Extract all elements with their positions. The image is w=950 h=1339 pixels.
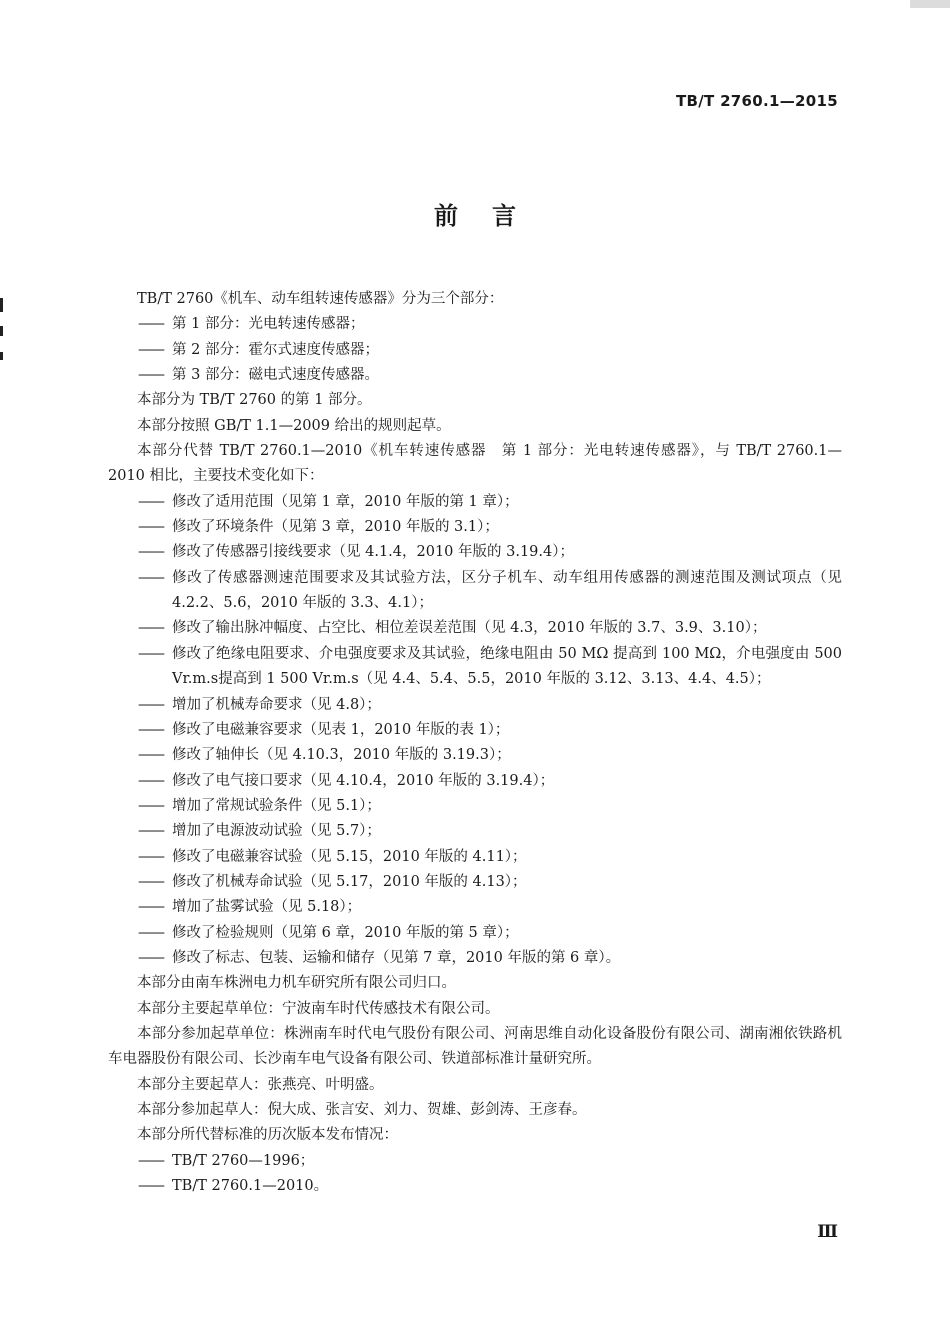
list-item — [108, 566, 842, 617]
list-dash: —— — [138, 899, 163, 916]
list-item — [108, 794, 842, 819]
list-item — [108, 693, 842, 718]
list-item — [108, 312, 842, 337]
paragraph: 本部分参加起草人：倪大成、张言安、刘力、贺雄、彭剑涛、王彦春。 — [137, 1102, 587, 1118]
paragraph: 本部分按照 GB/T 1.1—2009 给出的规则起草。 — [137, 417, 451, 434]
list-item-text: 修改了适用范围（见第 1 章，2010 年版的第 1 章）； — [172, 493, 519, 510]
list-item-text: 修改了传感器测速范围要求及其试验方法，区分子机车、动车组用传感器的测速范围及测试项点（见 4.2.2、5.6，2010 年版的 3.3、4.1）； — [172, 569, 842, 612]
list-item-text: 修改了绝缘电阻要求、介电强度要求及其试验，绝缘电阻由 50 MΩ 提高到 100 MΩ，介电强度由 500 Vr.m.s提高到 1 500 Vr.m.s（见 4.4、5.4、5.5，2010 年版的 3.12、3.13、4.4、4.5）； — [172, 645, 842, 688]
list-item — [108, 1174, 842, 1199]
list-item — [108, 540, 842, 565]
page-number: Ⅲ — [817, 1222, 838, 1242]
list-dash: —— — [138, 645, 163, 662]
list-item — [108, 870, 842, 895]
list-item — [108, 490, 842, 515]
list-item-text: 增加了电源波动试验（见 5.7）； — [172, 823, 381, 840]
list-item — [108, 515, 842, 540]
list-item-text: TB/T 2760—1996； — [172, 1152, 315, 1169]
paragraph: 本部分所代替标准的历次版本发布情况： — [137, 1127, 398, 1144]
paragraph: 本部分主要起草人：张燕亮、叶明盛。 — [137, 1076, 384, 1093]
list-dash: —— — [138, 620, 163, 637]
list-dash: —— — [138, 493, 163, 510]
list-item-text: 修改了检验规则（见第 6 章，2010 年版的第 5 章）； — [172, 924, 519, 941]
list-item-text: 修改了电磁兼容要求（见表 1，2010 年版的表 1）； — [172, 721, 510, 738]
list-item — [108, 921, 842, 946]
paragraph: 本部分代替 TB/T 2760.1—2010《机车转速传感器 第 1 部分：光电转速传感器》，与 TB/T 2760.1—2010 相比，主要技术变化如下： — [108, 443, 842, 485]
list-dash: —— — [138, 544, 163, 561]
list-item-text: 修改了环境条件（见第 3 章，2010 年版的 3.1）； — [172, 519, 499, 536]
list-dash: —— — [138, 569, 163, 586]
list-item-text: 修改了电气接口要求（见 4.10.4，2010 年版的 3.19.4）； — [172, 772, 555, 789]
list-item-text: 第 2 部分：霍尔式速度传感器； — [172, 341, 379, 358]
list-dash: —— — [138, 924, 163, 941]
foreword-body — [108, 287, 842, 1199]
scan-binding-mark — [0, 326, 3, 336]
scan-binding-mark — [0, 352, 3, 360]
list-item — [108, 769, 842, 794]
list-dash: —— — [138, 341, 163, 358]
list-dash: —— — [138, 1178, 163, 1195]
list-item — [108, 895, 842, 920]
list-dash: —— — [138, 823, 163, 840]
scan-edge-shadow — [910, 0, 950, 8]
list-item — [108, 946, 842, 971]
list-dash: —— — [138, 696, 163, 713]
list-item-text: 修改了标志、包装、运输和储存（见第 7 章，2010 年版的第 6 章）。 — [172, 949, 621, 966]
list-item — [108, 642, 842, 693]
paragraph: 本部分为 TB/T 2760 的第 1 部分。 — [137, 392, 372, 409]
paragraph: 本部分参加起草单位：株洲南车时代电气股份有限公司、河南思维自动化设备股份有限公司、湖南湘依铁路机车电器股份有限公司、长沙南车电气设备有限公司、铁道部标准计量研究所。 — [108, 1025, 842, 1068]
list-item — [108, 819, 842, 844]
list-item — [108, 616, 842, 641]
list-dash: —— — [138, 519, 163, 536]
list-item — [108, 363, 842, 388]
list-item — [108, 718, 842, 743]
list-item-text: 第 1 部分：光电转速传感器； — [172, 316, 365, 333]
list-item-text: 增加了盐雾试验（见 5.18）； — [172, 899, 362, 916]
list-dash: —— — [138, 747, 163, 764]
list-item-text: 修改了机械寿命试验（见 5.17，2010 年版的 4.13）； — [172, 873, 527, 890]
list-dash: —— — [138, 873, 163, 890]
page-title: 前言 — [434, 202, 550, 230]
list-dash: —— — [138, 772, 163, 789]
list-dash: —— — [138, 949, 163, 966]
list-item — [108, 845, 842, 870]
list-item-text: 第 3 部分：磁电式速度传感器。 — [172, 367, 379, 384]
list-dash: —— — [138, 1152, 163, 1169]
list-dash: —— — [138, 367, 163, 384]
list-item-text: 增加了机械寿命要求（见 4.8）； — [172, 696, 381, 713]
list-item-text: TB/T 2760.1—2010。 — [172, 1178, 329, 1195]
list-dash: —— — [138, 797, 163, 814]
list-item-text: 修改了轴伸长（见 4.10.3，2010 年版的 3.19.3）； — [172, 747, 511, 764]
list-item-text: 修改了输出脉冲幅度、占空比、相位差误差范围（见 4.3，2010 年版的 3.7、3.9、3.10）； — [172, 620, 767, 637]
list-dash: —— — [138, 316, 163, 333]
paragraph: 本部分主要起草单位：宁波南车时代传感技术有限公司。 — [137, 1000, 500, 1017]
list-item-text: 增加了常规试验条件（见 5.1）； — [172, 797, 381, 814]
list-item — [108, 743, 842, 768]
standard-code: TB/T 2760.1—2015 — [675, 92, 838, 110]
list-item-text: 修改了电磁兼容试验（见 5.15，2010 年版的 4.11）； — [172, 848, 527, 865]
list-item — [108, 1149, 842, 1174]
list-item-text: 修改了传感器引接线要求（见 4.1.4，2010 年版的 3.19.4）； — [172, 544, 574, 561]
paragraph: TB/T 2760《机车、动车组转速传感器》分为三个部分： — [137, 291, 504, 307]
scan-binding-mark — [0, 298, 3, 312]
list-dash: —— — [138, 848, 163, 865]
paragraph: 本部分由南车株洲电力机车研究所有限公司归口。 — [137, 975, 456, 992]
list-item — [108, 338, 842, 363]
list-dash: —— — [138, 721, 163, 738]
